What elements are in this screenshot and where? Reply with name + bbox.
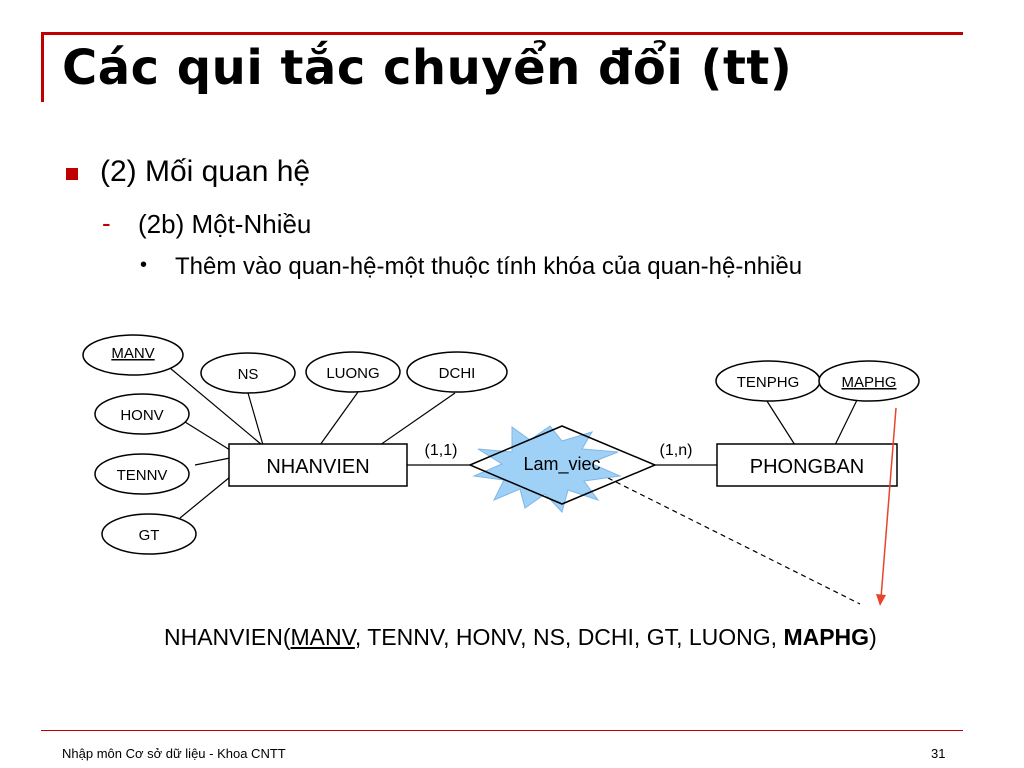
page-number: 31 bbox=[931, 746, 946, 761]
footer-divider bbox=[41, 730, 963, 731]
svg-text:TENPHG: TENPHG bbox=[736, 374, 800, 391]
attr-gt bbox=[102, 514, 196, 554]
svg-text:DCHI: DCHI bbox=[438, 365, 476, 382]
svg-text:GT: GT bbox=[138, 527, 160, 544]
arrow-icon bbox=[876, 408, 896, 606]
relation-attributes: , TENNV, HONV, NS, DCHI, GT, LUONG, bbox=[354, 624, 784, 650]
dash-bullet-icon: - bbox=[102, 208, 111, 238]
attr-luong bbox=[306, 352, 400, 392]
attr-tenphg bbox=[716, 361, 820, 401]
svg-text:Lam_viec: Lam_viec bbox=[523, 454, 601, 474]
bullet-level2: (2b) Một-Nhiều bbox=[138, 209, 312, 239]
slide-title: Các qui tắc chuyển đổi (tt) bbox=[62, 40, 793, 96]
svg-text:TENNV: TENNV bbox=[116, 467, 168, 484]
dashed-mapping-line bbox=[608, 478, 860, 604]
relation-primary-key: MANV bbox=[290, 624, 355, 650]
svg-text:NHANVIEN: NHANVIEN bbox=[266, 456, 370, 478]
relation-foreign-key: MAPHG bbox=[783, 624, 870, 650]
relation-schema bbox=[164, 624, 877, 651]
relation-suffix: ) bbox=[869, 624, 877, 650]
attr-maphg bbox=[819, 361, 919, 401]
relationship-lam-viec bbox=[470, 426, 655, 512]
svg-text:HONV: HONV bbox=[120, 407, 164, 424]
attr-honv bbox=[95, 394, 189, 434]
attr-tennv bbox=[95, 454, 189, 494]
attr-ns bbox=[201, 353, 295, 393]
entity-nhanvien bbox=[229, 444, 407, 486]
svg-text:LUONG: LUONG bbox=[326, 365, 380, 382]
cardinality-right: (1,n) bbox=[659, 442, 693, 459]
cardinality-left: (1,1) bbox=[424, 442, 458, 459]
attr-manv bbox=[83, 335, 183, 375]
attr-dchi bbox=[407, 352, 507, 392]
relation-prefix: NHANVIEN( bbox=[164, 624, 291, 650]
dot-bullet-icon: • bbox=[140, 254, 148, 276]
svg-text:PHONGBAN: PHONGBAN bbox=[749, 456, 865, 478]
entity-phongban bbox=[717, 444, 897, 486]
bullet-level1: (2) Mối quan hệ bbox=[100, 155, 311, 188]
bullet-level3: Thêm vào quan-hệ-một thuộc tính khóa của quan-hệ-nhiều bbox=[175, 253, 803, 280]
footer-course: Nhập môn Cơ sở dữ liệu - Khoa CNTT bbox=[62, 746, 286, 761]
svg-text:MAPHG: MAPHG bbox=[841, 374, 897, 391]
svg-text:NS: NS bbox=[237, 366, 259, 383]
svg-text:MANV: MANV bbox=[111, 345, 155, 362]
